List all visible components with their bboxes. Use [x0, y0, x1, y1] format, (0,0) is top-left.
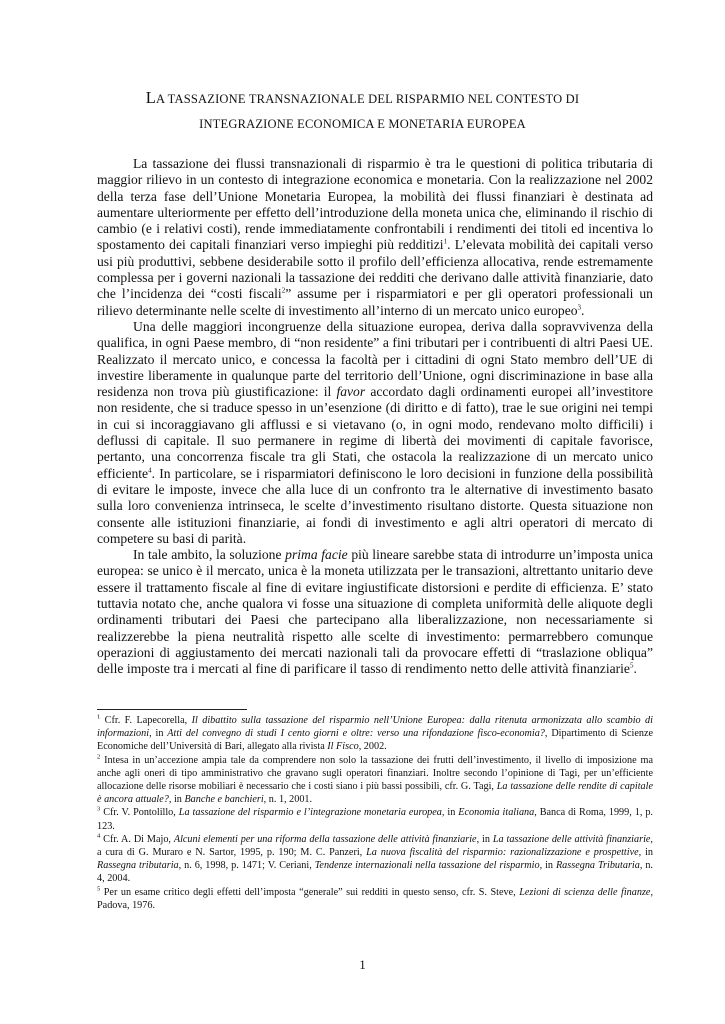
footnote-1-text-b: , in: [149, 728, 168, 740]
footnote-4-text-a: Cfr. A. Di Majo,: [100, 833, 174, 845]
footnote-ref-2[interactable]: 2: [281, 286, 286, 295]
footnote-1-text-a: Cfr. F. Lapecorella,: [100, 715, 192, 726]
paragraph-3-text-a: In tale ambito, la soluzione: [133, 547, 286, 563]
footnote-4-text-e: , n. 6, 1998, p. 1471; V. Ceriani,: [178, 860, 315, 872]
footnote-4-text-c: , a cura di G. Muraro e N. Sartor, 1995, p. 190; M. C. Panzeri,: [97, 833, 653, 859]
title-line-2: INTEGRAZIONE ECONOMICA E MONETARIA EUROPEA: [199, 117, 526, 131]
paragraph-1-text-a: La tassazione dei flussi transnazionali di risparmio è tra le questioni di politica tributaria di maggior rilievo in un contesto di integrazione economica e monetaria. Con la realizzazione nel 2002 della terza fase dell’Unione Monetaria Europea, la mobilità dei flussi finanziari è destinata ad aumentare ulteriormente per effetto dell’introduzione della moneta unica che, eliminando il rischio di cambio (e i relativi costi), rende immediatamente confrontabili i rendimenti dei titoli ed incentiva lo spostamento dei capitali finanziari verso impieghi più redditizi: [97, 156, 653, 253]
footnote-4: [97, 833, 653, 886]
page-number: 1: [359, 957, 366, 972]
document-title: [60, 86, 665, 136]
footnote-5-number: 5: [97, 885, 101, 893]
paragraph-1-text-d: .: [581, 302, 585, 318]
footnote-2-text-a: Intesa in un’accezione ampia tale da comprendere non solo la tassazione dei frutti dell’investimento, il livello di imposizione ma anche agli oneri di tipo amministrativo che gravano sugli operatori finanziari. Inoltre secondo l’opinione di Tagi, per un’efficiente allocazione delle risorse mobiliari è necessario che i costi siano i più bassi possibili, cfr. G. Tagi,: [97, 754, 653, 793]
footnote-4-italic-1: Alcuni elementi per una riforma della tassazione delle attività finanziarie: [173, 833, 477, 845]
paragraph-3-text-b: più lineare sarebbe stata di introdurre un’imposta unica europea: se unico è il mercato, unica è la moneta utilizzata per le transazioni, altrettanto unitario deve essere il trattamento fiscale al fine di evitare ingiustificate distorsioni e perdite di efficienza. E’ stato tuttavia notato che, anche qualora vi fosse una situazione di completa uniformità delle aliquote degli ordinamenti tributari dei Paesi che partecipano alla liberalizzazione, non necessariamente si realizzerebbe la piena neutralità rispetto alle scelte di investimento: permarrebbero comunque operazioni di aggiustamento dei mercati nazionali tali da provocare effetti di “traslazione obliqua” delle imposte tra i mercati al fine di parificare il tasso di rendimento netto delle attività finanziarie: [97, 547, 654, 677]
footnote-ref-3[interactable]: 3: [577, 303, 582, 312]
footnote-4-italic-2: La tassazione delle attività finanziarie: [492, 833, 651, 845]
footnote-4-text-b: , in: [476, 833, 493, 845]
footnote-1-italic-2: Atti del convegno di studi I cento giorni e oltre: verso una rifondazione fisco-economia?: [167, 728, 545, 740]
paragraph-3: [97, 547, 653, 677]
title-line-1: A TASSAZIONE TRANSNAZIONALE DEL RISPARMIO NEL CONTESTO DI: [156, 92, 580, 106]
footnote-4-number: 4: [97, 832, 101, 840]
footnote-3: [97, 806, 653, 832]
paragraph-3-text-c: .: [633, 661, 637, 677]
paragraph-3-italic-prima-facie: prima facie: [285, 547, 348, 563]
paragraph-1-text-b: . L’elevata mobilità dei capitali verso usi più produttivi, sebbene desiderabile sotto il profilo dell’efficienza allocativa, rende estremamente complessa per i governi nazionali la tassazione dei redditi che derivano dalle attività finanziarie, dato che l’incidenza dei “costi fiscali: [97, 237, 653, 302]
paragraph-2: [97, 319, 653, 547]
footnote-1-italic-3: Il Fisco: [327, 741, 359, 753]
footnote-1: [97, 714, 653, 754]
footnote-4-text-f: , in: [539, 860, 556, 872]
footnote-4-italic-3: La nuova fiscalità del risparmio: razionalizzazione e prospettive: [366, 847, 639, 859]
footnote-3-number: 3: [97, 806, 101, 814]
footnote-1-italic-1: Il dibattito sulla tassazione del risparmio nell’Unione Europea: dalla ritenuta armonizzata allo scambio di informazioni: [97, 715, 653, 740]
footnote-4-italic-4: Rassegna tributaria: [97, 860, 179, 872]
footnote-4-text-d: , in: [638, 847, 653, 859]
footnote-1-number: 1: [97, 713, 101, 721]
footnote-2-text-c: , n. 1, 2001.: [263, 794, 313, 806]
paragraph-2-text-c: . In particolare, se i risparmiatori definiscono le loro decisioni in funzione della possibilità di evitare le imposte, invece che alla luce di un confronto tra le alternative di investimento basato sulla loro convenienza intrinseca, le scelte d’investimento risultano distorte. Questa situazione non consente alle istituzioni finanziarie, ai fondi di investimento e agli altri operatori di mercato di competere su basi di parità.: [97, 465, 653, 546]
footnote-3-text-b: , in: [441, 807, 459, 819]
footnote-4-italic-6: Rassegna Tributaria: [555, 860, 640, 872]
paragraph-2-text-b: accordato dagli ordinamenti europei all’investitore non residente, che si traduce spesso in un’esenzione (di diritto e di fatto), trae le sue origini nei tempi in cui si incoraggiavano gli afflussi e si vietavano (o, in ogni modo, rendevano molto difficili) i deflussi di capitale. Il suo permanere in regime di libertà dei movimenti di capitale favorisce, pertanto, una concorrenza fiscale tra gli Stati, che ostacola la realizzazione di un mercato unico efficiente: [97, 384, 653, 481]
footnote-ref-4[interactable]: 4: [148, 466, 152, 475]
footnote-4-italic-5: Tendenze internazionali nella tassazione del risparmio: [314, 860, 540, 872]
footnote-5-text-a: Per un esame critico degli effetti dell’imposta “generale” sui redditi in questo senso, cfr. S. Steve,: [100, 886, 520, 898]
paragraph-2-italic-favor: favor: [336, 384, 366, 400]
footnote-2: [97, 754, 653, 807]
footnote-5-italic-1: Lezioni di scienza delle finanze: [519, 886, 651, 898]
footnote-separator: [97, 709, 247, 710]
footnote-3-italic-1: La tassazione del risparmio e l’integrazione monetaria europea: [178, 807, 442, 819]
footnote-5-text-b: , Padova, 1976.: [97, 886, 653, 911]
footnote-1-text-c: , Dipartimento di Scienze Economiche dell’Università di Bari, allegato alla rivista: [97, 728, 653, 753]
paragraph-1: [97, 156, 653, 319]
body-text: [97, 156, 653, 678]
footnote-3-text-a: Cfr. V. Pontolillo,: [100, 807, 179, 819]
title-initial: L: [145, 88, 156, 107]
paragraph-2-text-a: Una delle maggiori incongruenze della situazione europea, deriva dalla sopravvivenza della qualifica, in ogni Paese membro, di “non residente” a fini tributari per i contribuenti di altri Paesi UE. Realizzato il mercato unico, e concessa la facoltà per i cittadini di ogni Stato membro dell’UE di investire liberamente in qualunque parte del territorio dell’Unione, ogni discriminazione in base alla residenza non trova più giustificazione: il: [97, 318, 653, 400]
footnote-2-number: 2: [97, 753, 101, 761]
paragraph-1-text-c: ” assume per i risparmiatori e per gli operatori professionali un rilievo determinante nelle scelte di investimento all’interno di un mercato unico europeo: [97, 286, 653, 318]
footnote-2-italic-2: Banche e banchieri: [184, 794, 264, 806]
footnote-ref-5[interactable]: 5: [629, 661, 634, 670]
footnote-3-text-c: , Banca di Roma, 1999, 1, p. 123.: [97, 807, 653, 832]
footnote-2-italic-1: La tassazione delle rendite di capitale è ancora attuale?: [97, 781, 653, 806]
footnote-5: [97, 886, 653, 912]
footnote-2-text-b: , in: [168, 794, 185, 806]
footnote-1-text-d: , 2002.: [358, 741, 387, 753]
footnote-ref-1[interactable]: 1: [443, 237, 448, 246]
footnotes: [97, 714, 653, 912]
footnote-3-italic-2: Economia italiana: [458, 807, 535, 819]
footnote-4-text-g: , n. 4, 2004.: [97, 860, 653, 885]
